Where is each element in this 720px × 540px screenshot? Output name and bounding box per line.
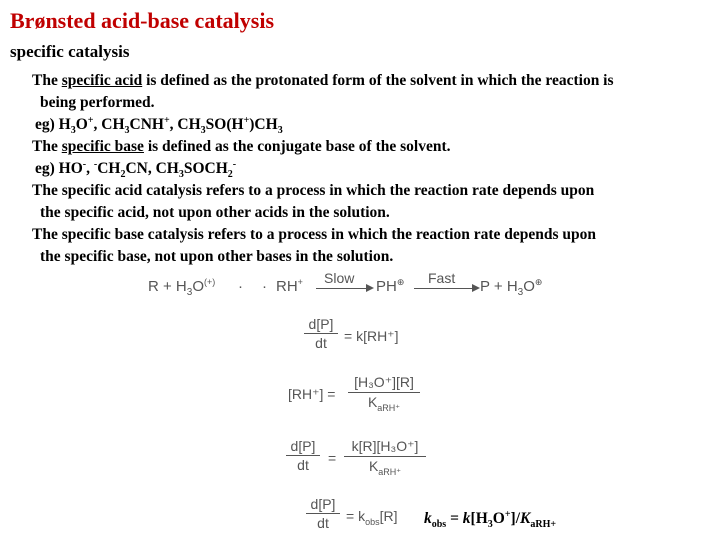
- specific-base-definition: The specific base is defined as the conjugate base of the solvent.: [32, 138, 451, 155]
- reactants: $R + H_3O^{(+)}$: [148, 277, 216, 298]
- slow-arrow: [316, 288, 368, 289]
- rate-rhs: = k[RH⁺]: [344, 328, 399, 344]
- intermediate-lhs: [RH⁺] =: [288, 386, 336, 402]
- rate-fraction-3: k[R][H₃O⁺] $K_{aRH^+}$: [344, 438, 426, 474]
- specific-acid-definition-cont: being performed.: [40, 94, 155, 111]
- product-intermediate: PH⊕: [376, 277, 405, 295]
- page-title: Brønsted acid-base catalysis: [10, 8, 274, 33]
- slow-label: Slow: [324, 270, 355, 286]
- reaction-scheme: [148, 272, 568, 298]
- specific-base-catalysis-text: The specific base catalysis refers to a process in which the reaction rate depends upon: [32, 226, 597, 243]
- intermediate-equation: [288, 374, 418, 418]
- specific-acid-examples: eg) $H_3O^+$, $CH_3CNH^+$, $CH_3SO(H^+)CH_3$: [35, 114, 283, 137]
- definitions-text: [32, 70, 712, 268]
- specific-acid-definition: The specific acid is defined as the protonated form of the solvent in which the reaction is: [32, 72, 614, 89]
- equilibrium-dots: ·: [238, 278, 243, 295]
- intermediate-fraction: [H₃O⁺][R] $K_{aRH^+}$: [348, 374, 420, 410]
- rate-equation-1: [304, 316, 424, 360]
- specific-base-catalysis-text-cont: the specific base, not upon other bases in the solution.: [40, 248, 394, 265]
- rate-fraction: d[P] dt: [304, 316, 338, 351]
- rate-equation-3: [306, 496, 416, 540]
- fast-label: Fast: [428, 270, 456, 286]
- rate-fraction-2: d[P] dt: [286, 438, 320, 473]
- equals-sign: =: [328, 450, 337, 466]
- equilibrium-dots-2: ·: [262, 278, 267, 295]
- slow-arrowhead: [366, 284, 374, 292]
- fast-arrow: [414, 288, 474, 289]
- protonated-intermediate: RH+: [276, 277, 303, 295]
- rate-equation-2: [286, 438, 436, 482]
- specific-acid-catalysis-text-cont: the specific acid, not upon other acids in the solution.: [40, 204, 390, 221]
- observed-rate-rhs: = $k_{obs}[R]$: [346, 508, 398, 527]
- specific-acid-catalysis-text: The specific acid catalysis refers to a process in which the reaction rate depends upon: [32, 182, 595, 199]
- rate-fraction-4: d[P] dt: [306, 496, 340, 531]
- specific-base-examples: eg) HO-, $^-CH_2CN$, $CH_3SOCH_2^-$: [35, 158, 237, 181]
- page-subtitle: specific catalysis: [10, 42, 130, 61]
- kobs-expression: $k_{obs} = k[H_3O^+]/K_{aRH+}$: [424, 508, 557, 531]
- fast-arrowhead: [472, 284, 480, 292]
- products: $P + H_3O^\oplus$: [480, 277, 543, 298]
